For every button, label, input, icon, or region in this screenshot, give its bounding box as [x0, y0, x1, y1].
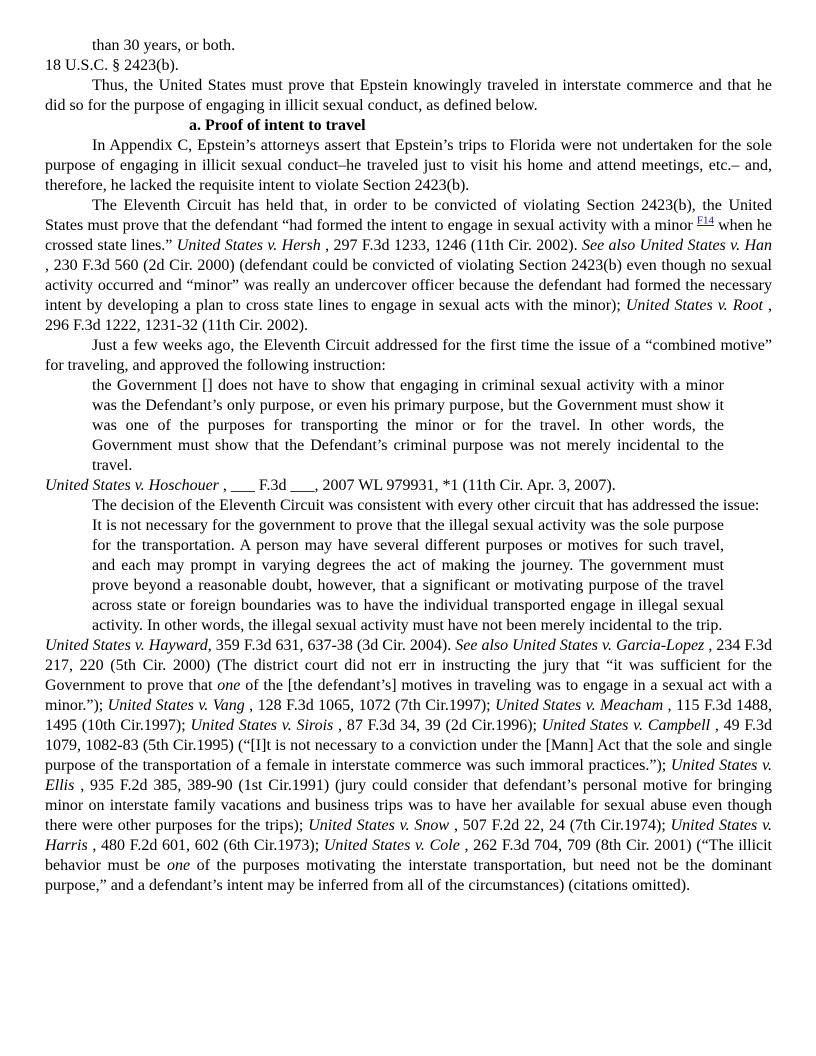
- citation-paragraph: United States v. Hayward, 359 F.3d 631, 637-38 (3d Cir. 2004). See also United States v. Garcia-Lopez , 234 F.3d 217, 220 (5th Cir. 2000) (The district court did not err in instructing the jury that “it was sufficient for the Government to prove that one of the [the defendant’s] motives in traveling was to engage in a sexual act with a minor.”); United States v. Vang , 128 F.3d 1065, 1072 (7th Cir.1997); United States v. Meacham , 115 F.3d 1488, 1495 (10th Cir.1997); United States v. Sirois , 87 F.3d 34, 39 (2d Cir.1996); United States v. Campbell , 49 F.3d 1079, 1082-83 (5th Cir.1995) (“[I]t is not necessary to a conviction under the [Mann] Act that the sole and single purpose of the transportation of a female in interstate commerce was such immoral practices.”); United States v. Ellis , 935 F.2d 385, 389-90 (1st Cir.1991) (jury could consider that defendant’s personal motive for bringing minor on interstate family vacations and business trips was to have her available for sexual abuse even though there were other purposes for the trips); United States v. Snow , 507 F.2d 22, 24 (7th Cir.1974); United States v. Harris , 480 F.2d 601, 602 (6th Cir.1973); United States v. Cole , 262 F.3d 704, 709 (8th Cir. 2001) (“The illicit behavior must be one of the purposes motivating the interstate transportation, but need not be the dominant purpose,” and a defendant’s intent may be inferred from all of the circumstances) (citations omitted).: [45, 637, 773, 894]
- statute-citation: 18 U.S.C. § 2423(b).: [45, 57, 179, 74]
- citation-hoschouer: United States v. Hoschouer , ___ F.3d ___, 2007 WL 979931, *1 (11th Cir. Apr. 3, 2007).: [45, 477, 616, 494]
- block-quote-1: the Government [] does not have to show that engaging in criminal sexual activity with a minor was the Defendant’s only purpose, or even his primary purpose, but the Government must show it was one of the purposes for transporting the minor or for the travel. In other words, the Government must show that the Defendant’s criminal purpose was not merely incidental to the travel.: [92, 377, 724, 474]
- section-heading: a. Proof of intent to travel: [189, 117, 366, 134]
- paragraph-5: The decision of the Eleventh Circuit was consistent with every other circuit that has addressed the issue:: [92, 497, 760, 514]
- paragraph-3: The Eleventh Circuit has held that, in order to be convicted of violating Section 2423(b), the United States must prove that the defendant “had formed the intent to engage in sexual activity with a minor $^{F14}$ when he crossed state lines.” United States v. Hersh , 297 F.3d 1233, 1246 (11th Cir. 2002). See also United States v. Han , 230 F.3d 560 (2d Cir. 2000) (defendant could be convicted of violating Section 2423(b) even though no sexual activity occurred and “minor” was really an undercover officer because the defendant had formed the necessary intent by developing a plan to cross state lines to engage in sexual acts with the minor); United States v. Root , 296 F.3d 1222, 1231-32 (11th Cir. 2002).: [45, 197, 773, 334]
- document-page: [45, 36, 772, 896]
- footnote-link-f14[interactable]: F14: [696, 214, 714, 227]
- paragraph-2: In Appendix C, Epstein’s attorneys assert that Epstein’s trips to Florida were not undertaken for the sole purpose of engaging in illicit sexual conduct–he traveled just to visit his home and attend meetings, etc.– and, therefore, he lacked the requisite intent to violate Section 2423(b).: [45, 137, 772, 194]
- statute-line: than 30 years, or both.: [92, 37, 236, 54]
- paragraph-1: Thus, the United States must prove that Epstein knowingly traveled in interstate commerce and that he did so for the purpose of engaging in illicit sexual conduct, as defined below.: [45, 77, 772, 114]
- paragraph-4: Just a few weeks ago, the Eleventh Circuit addressed for the first time the issue of a “combined motive” for traveling, and approved the following instruction:: [45, 337, 772, 374]
- block-quote-2: It is not necessary for the government to prove that the illegal sexual activity was the sole purpose for the transportation. A person may have several different purposes or motives for such travel, and each may prompt in varying degrees the act of making the journey. The government must prove beyond a reasonable doubt, however, that a significant or motivating purpose of the travel across state or foreign boundaries was to have the individual transported engage in illegal sexual activity. In other words, the illegal sexual activity must have not been merely incidental to the trip.: [92, 517, 724, 634]
